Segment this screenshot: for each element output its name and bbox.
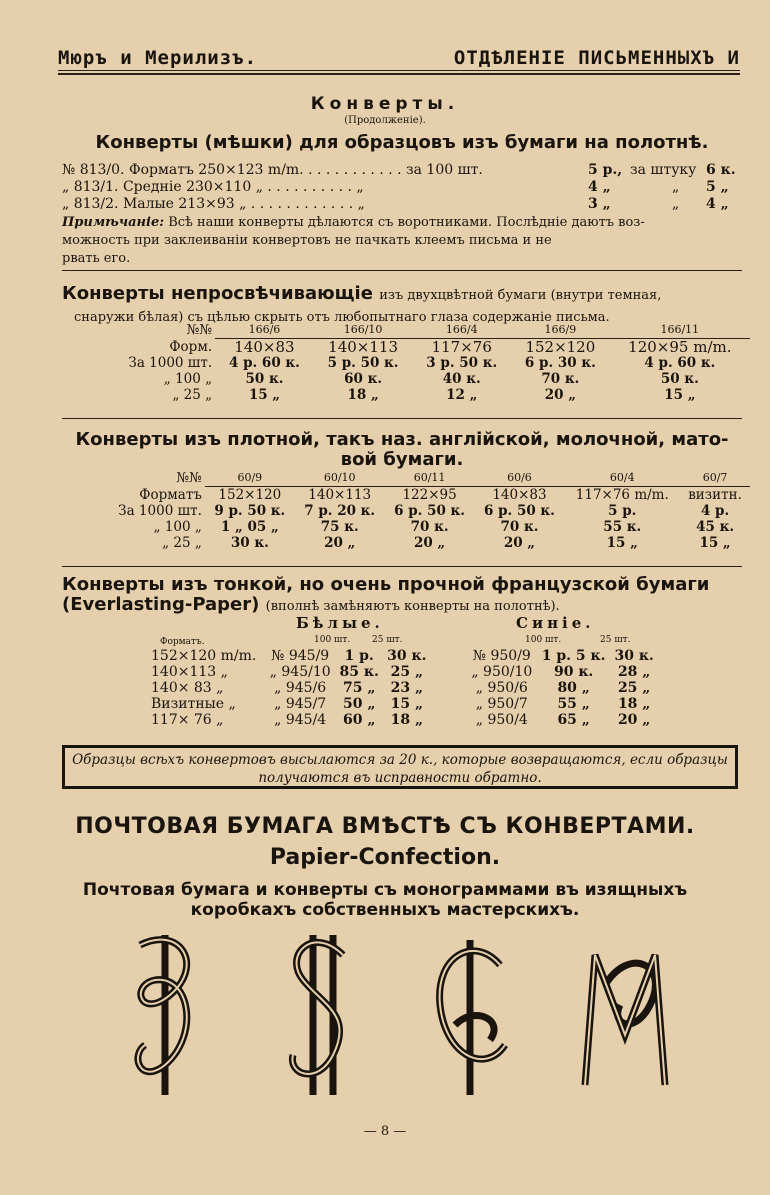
table-cell: 152×120 xyxy=(525,338,596,356)
opaque-title: Конверты непросвѣчивающіе xyxy=(62,283,373,304)
bags-row-text: „ 813/1. Средніе 230×110 „ . . . . . . . . . . „ xyxy=(62,179,364,195)
table-cell: 4 р. xyxy=(700,503,730,519)
table-cell: Визитные „ xyxy=(151,696,236,712)
table-row xyxy=(148,712,658,728)
table-cell: 20 „ xyxy=(503,535,536,551)
bags-row-1 xyxy=(62,162,483,178)
table-cell: 40 к. xyxy=(442,371,481,387)
monogram-3-image xyxy=(415,925,525,1105)
table-row xyxy=(100,339,750,356)
note-label: Примѣчаніе: xyxy=(62,215,165,230)
table-cell: 70 к. xyxy=(500,519,539,535)
white-100-header: 100 шт. xyxy=(314,635,351,645)
blue-heading: Синіе. xyxy=(516,614,595,632)
table-cell: 6 р. 50 к. xyxy=(394,503,466,519)
bags-row-2 xyxy=(62,179,364,195)
divider xyxy=(62,270,742,271)
table-row xyxy=(148,680,658,696)
table-cell: 120×95 m/m. xyxy=(628,338,732,356)
note-line-2: можность при заклеиваніи конвертовъ не пачкать клеемъ письма и не xyxy=(62,233,552,248)
table-cell: 30 к. xyxy=(387,648,427,664)
table-cell: 25 „ xyxy=(617,680,651,696)
table-cell: 4 р. 60 к. xyxy=(229,355,300,371)
table-cell: 5 р. 50 к. xyxy=(327,355,399,371)
bags-row-2-p1: 4 „ xyxy=(588,179,611,195)
table-cell: 50 „ xyxy=(342,696,376,712)
table-cell: 5 р. xyxy=(608,503,637,519)
bags-row-3-mid: „ xyxy=(672,196,680,212)
table-cell: „ 100 „ xyxy=(153,519,202,535)
table-cell: 60/10 xyxy=(295,470,385,487)
table-cell: 60/6 xyxy=(475,470,565,487)
postal-desc-2: коробкахъ собственныхъ мастерскихъ. xyxy=(190,900,580,920)
bags-row-3-p2: 4 „ xyxy=(706,196,729,212)
table-cell: 60 „ xyxy=(342,712,376,728)
table-cell: 1 „ 05 „ xyxy=(220,519,279,535)
table-row xyxy=(100,371,750,387)
table-cell: 75 к. xyxy=(320,519,359,535)
format-header: Форматъ. xyxy=(160,637,205,647)
note-line-3: рвать его. xyxy=(62,251,131,266)
table-cell: 90 к. xyxy=(553,664,594,680)
table-cell: 1 р. 5 к. xyxy=(541,648,606,664)
table-row xyxy=(100,470,750,487)
table-cell: „ 950/6 xyxy=(475,680,528,696)
table-row xyxy=(100,355,750,371)
table-cell: 117× 76 „ xyxy=(151,712,224,728)
table-row xyxy=(100,535,750,551)
table-cell: 50 к. xyxy=(245,371,284,387)
table-row xyxy=(100,322,750,339)
table-cell: 55 „ xyxy=(557,696,590,712)
table-cell: 152×120 m/m. xyxy=(151,648,257,664)
table-cell: „ 950/10 xyxy=(471,664,533,680)
table-cell: 85 к. xyxy=(339,664,379,680)
table-cell: 117×76 m/m. xyxy=(575,487,669,503)
table-row xyxy=(100,387,750,403)
postal-title: ПОЧТОВАЯ БУМАГА ВМѢСТѢ СЪ КОНВЕРТАМИ. xyxy=(75,814,695,839)
table-cell: 140× 83 „ xyxy=(151,680,224,696)
table-cell: „ 100 „ xyxy=(163,371,213,387)
table-cell: 140×113 xyxy=(328,338,398,356)
table-cell: Форм. xyxy=(169,338,213,355)
table-cell: „ 950/4 xyxy=(475,712,528,728)
white-heading: Бѣлые. xyxy=(296,614,384,632)
table-cell: 15 „ xyxy=(248,387,281,403)
table-row xyxy=(100,487,750,504)
french-sub: (вполнѣ замѣняютъ конверты на полотнѣ). xyxy=(265,599,560,614)
blue-25-header: 25 шт. xyxy=(600,635,631,645)
table-cell: „ 25 „ xyxy=(172,387,213,403)
table-cell: 166/9 xyxy=(511,322,610,339)
table-cell: 4 р. 60 к. xyxy=(644,355,716,371)
table-cell: 23 „ xyxy=(390,680,424,696)
table-cell: 140×113 xyxy=(308,487,372,503)
table-cell: За 1000 шт. xyxy=(118,503,202,519)
opaque-table xyxy=(100,322,750,403)
postal-desc-1: Почтовая бумага и конверты съ монограммами въ изящныхъ xyxy=(82,880,688,900)
table-cell: Форматъ xyxy=(139,486,202,503)
table-cell: „ 945/4 xyxy=(274,712,327,728)
table-cell: 6 р. 50 к. xyxy=(484,503,555,519)
table-row xyxy=(148,696,658,712)
monogram-2-image xyxy=(263,925,373,1105)
bags-row-3-p1: 3 „ xyxy=(588,196,611,212)
table-cell: 20 „ xyxy=(617,712,651,728)
samples-note-box xyxy=(62,745,738,789)
table-cell: 166/11 xyxy=(610,322,750,339)
table-cell: 18 „ xyxy=(390,712,424,728)
table-cell: 166/4 xyxy=(412,322,511,339)
table-cell: 20 „ xyxy=(413,535,446,551)
table-cell: 75 „ xyxy=(342,680,376,696)
table-cell: „ 25 „ xyxy=(162,535,202,551)
english-table xyxy=(100,470,750,551)
bags-row-text: № 813/0. Форматъ 250×123 m/m. . . . . . . . . . . . за 100 шт. xyxy=(62,162,483,178)
table-cell: 152×120 xyxy=(218,487,282,503)
monogram-4-image xyxy=(570,925,680,1105)
table-cell: 6 р. 30 к. xyxy=(524,355,596,371)
french-sub-bold: (Everlasting-Paper) xyxy=(62,594,260,615)
samples-note-line-2: получаются въ исправности обратно. xyxy=(258,770,542,786)
table-row xyxy=(100,519,750,535)
table-cell: визитн. xyxy=(688,487,742,503)
english-title-1: Конверты изъ плотной, такъ наз. англійской, молочной, мато- xyxy=(75,429,729,450)
table-cell: 140×83 xyxy=(234,338,295,356)
table-cell: 9 р. 50 к. xyxy=(214,503,286,519)
table-cell: 122×95 xyxy=(402,487,457,503)
english-title-2: вой бумаги. xyxy=(340,449,464,470)
french-table xyxy=(148,648,658,728)
white-25-header: 25 шт. xyxy=(372,635,403,645)
table-cell: 50 к. xyxy=(660,371,699,387)
table-cell: 20 „ xyxy=(324,535,356,551)
table-cell: 140×83 xyxy=(492,487,547,503)
table-cell: 18 „ xyxy=(617,696,651,712)
header-left: Мюръ и Мерилизъ. xyxy=(58,47,258,69)
table-cell: 18 „ xyxy=(347,387,379,403)
table-cell: 60/4 xyxy=(564,470,680,487)
table-cell: 25 „ xyxy=(390,664,424,680)
bags-row-3 xyxy=(62,196,365,212)
table-cell: 20 „ xyxy=(544,387,576,403)
table-cell: 65 „ xyxy=(557,712,590,728)
table-row xyxy=(148,664,658,680)
table-cell: 60 к. xyxy=(344,371,383,387)
running-header xyxy=(58,44,740,72)
table-cell: 80 „ xyxy=(557,680,590,696)
divider xyxy=(62,418,742,419)
table-cell: 3 р. 50 к. xyxy=(426,355,498,371)
table-cell: „ 945/7 xyxy=(274,696,327,712)
bags-title: Конверты (мѣшки) для образцовъ изъ бумаги на полотнѣ. xyxy=(95,132,709,153)
table-cell: 28 „ xyxy=(617,664,651,680)
table-cell: 15 „ xyxy=(664,387,696,403)
table-cell: 15 „ xyxy=(606,535,638,551)
opaque-sub-2: снаружи бѣлая) съ цѣлью скрыть отъ любопытнаго глаза содержаніе письма. xyxy=(74,310,610,325)
table-cell: 15 „ xyxy=(390,696,424,712)
table-cell: 55 к. xyxy=(603,519,642,535)
divider xyxy=(62,566,742,567)
table-cell: № 945/9 xyxy=(271,648,330,664)
table-cell: 140×113 „ xyxy=(151,664,228,680)
bags-row-1-p1: 5 р., xyxy=(588,162,623,178)
table-cell: № 950/9 xyxy=(472,648,531,664)
nums-label: №№ xyxy=(176,470,202,487)
continued-label: (Продолженіе). xyxy=(344,115,426,126)
table-cell: 30 к. xyxy=(614,648,654,664)
monogram-1-image xyxy=(110,925,220,1105)
table-cell: 166/6 xyxy=(215,322,314,339)
header-rule xyxy=(58,70,740,75)
page-number: — 8 — xyxy=(363,1124,407,1139)
postal-subtitle: Papier-Confection. xyxy=(269,845,501,870)
samples-note-line-1: Образцы всѣхъ конвертовъ высылаются за 20 к., которые возвращаются, если образцы xyxy=(72,752,728,768)
bags-row-2-mid: „ xyxy=(672,179,680,195)
table-cell: 70 к. xyxy=(410,519,449,535)
bags-row-1-mid: за штуку xyxy=(630,162,697,178)
table-row xyxy=(148,648,658,664)
table-cell: „ 945/10 xyxy=(269,664,331,680)
table-cell: 30 к. xyxy=(230,535,269,551)
table-cell: 60/7 xyxy=(680,470,750,487)
bags-row-1-p2: 6 к. xyxy=(706,162,736,178)
table-cell: 7 р. 20 к. xyxy=(304,503,376,519)
table-cell: „ 950/7 xyxy=(475,696,528,712)
table-cell: 117×76 xyxy=(431,338,492,356)
bags-row-text: „ 813/2. Малые 213×93 „ . . . . . . . . . . . . „ xyxy=(62,196,365,212)
opaque-sub-1: изъ двухцвѣтной бумаги (внутри темная, xyxy=(379,288,662,303)
header-right: ОТДѢЛЕНІЕ ПИСЬМЕННЫХЪ И xyxy=(453,47,740,69)
table-cell: 60/9 xyxy=(205,470,295,487)
table-cell: 166/10 xyxy=(314,322,413,339)
bags-note xyxy=(62,214,742,268)
table-cell: 1 р. xyxy=(344,648,374,664)
bags-row-2-p2: 5 „ xyxy=(706,179,729,195)
english-title-block xyxy=(62,430,742,470)
table-cell: „ 945/6 xyxy=(274,680,327,696)
table-cell: 70 к. xyxy=(541,371,580,387)
section-title: Конверты. xyxy=(310,94,460,114)
table-cell: 45 к. xyxy=(696,519,735,535)
table-cell: 60/11 xyxy=(385,470,475,487)
blue-100-header: 100 шт. xyxy=(525,635,562,645)
note-line-1: Всѣ наши конверты дѣлаются съ воротниками. Послѣдніе даютъ воз- xyxy=(168,215,645,230)
nums-label: №№ xyxy=(186,322,213,339)
table-cell: 12 „ xyxy=(446,387,478,403)
french-title: Конверты изъ тонкой, но очень прочной французской бумаги xyxy=(62,574,710,595)
table-cell: 15 „ xyxy=(699,535,731,551)
table-cell: За 1000 шт. xyxy=(128,355,213,371)
french-title-block xyxy=(62,575,742,617)
postal-desc xyxy=(0,880,770,920)
table-row xyxy=(100,503,750,519)
